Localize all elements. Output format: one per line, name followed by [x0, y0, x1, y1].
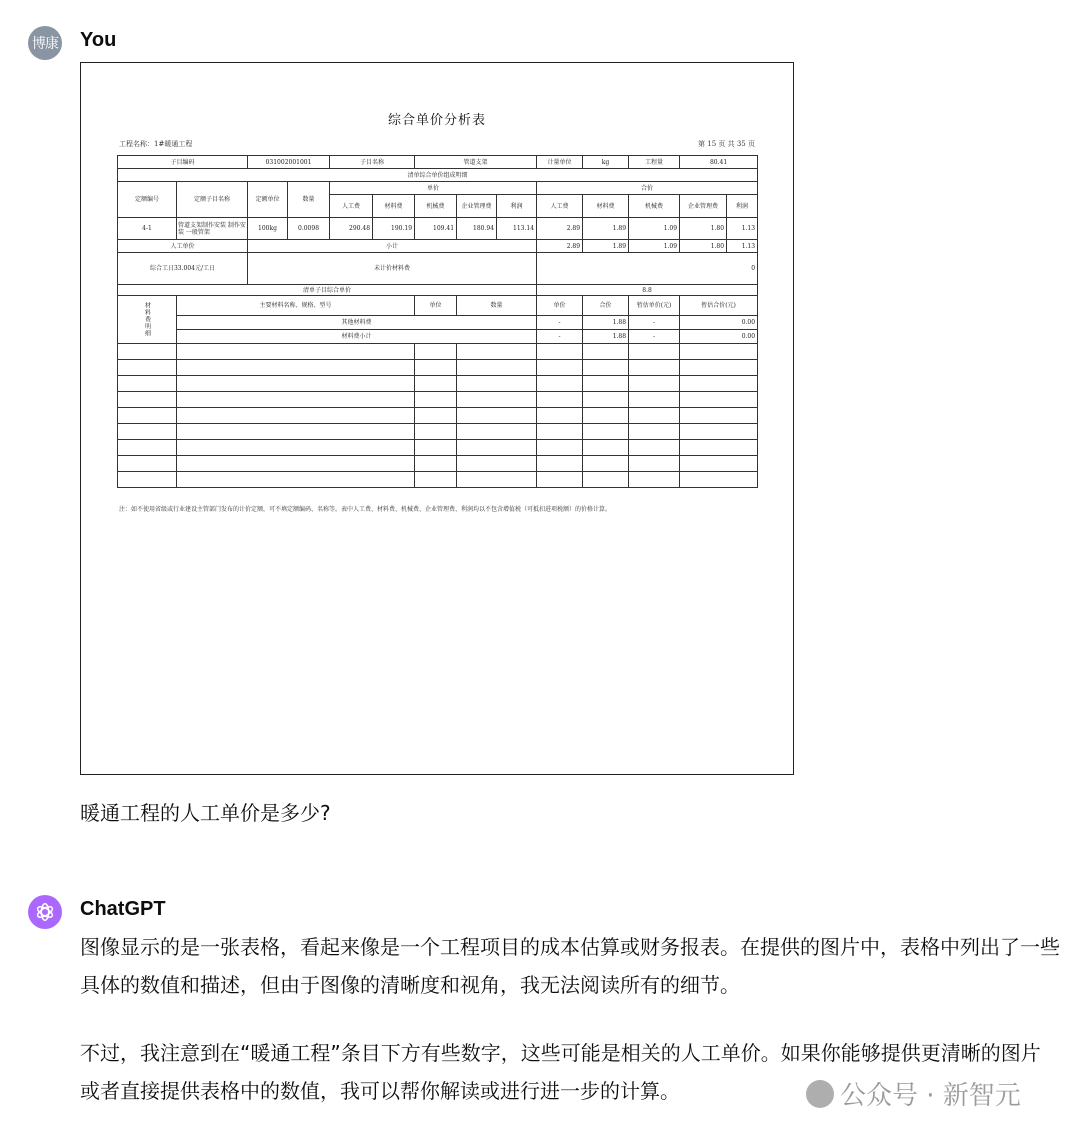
table-row: 材料费小计 - 1.88 - 0.00 — [118, 330, 758, 344]
table-row: 清单综合单价组成明细 — [118, 169, 758, 182]
table-row: 材料费明细 主要材料名称、规格、型号 单位 数量 单价 合价 暂估单价(元) 暂估合价(元) — [118, 296, 758, 316]
table-row: 4-1 管道支架制作安装 制作安装 一般管架 100kg 0.0098 290.48 190.19 109.41 180.94 113.14 2.89 1.89 1.09 1.80 1.13 — [118, 218, 758, 240]
table-row: 清单子目综合单价 8.8 — [118, 285, 758, 296]
page-number: 第 15 页 共 35 页 — [698, 140, 755, 148]
table-row: 其他材料费 - 1.88 - 0.00 — [118, 316, 758, 330]
assistant-paragraph: 图像显示的是一张表格，看起来像是一个工程项目的成本估算或财务报表。在提供的图片中，表格中列出了一些具体的数值和描述，但由于图像的清晰度和视角，我无法阅读所有的细节。 — [80, 935, 1060, 997]
table-row-empty — [118, 456, 758, 472]
watermark — [806, 1075, 1021, 1112]
table-row-empty — [118, 376, 758, 392]
user-question: 暖通工程的人工单价是多少? — [80, 801, 331, 825]
table-row: 人工费 材料费 机械费 企业管理费 利润 人工费 材料费 机械费 企业管理费 利润 — [118, 195, 758, 218]
table-row: 综合工日33.004元/工日 未计价材料费 0 — [118, 253, 758, 285]
uploaded-document-image[interactable] — [80, 62, 794, 775]
table-row: 定额编号 定额子目名称 定额单位 数量 单价 合价 — [118, 182, 758, 195]
table-row-empty — [118, 360, 758, 376]
chatgpt-logo-icon — [28, 895, 62, 929]
document-title: 综合单价分析表 — [387, 113, 486, 128]
cost-analysis-table — [117, 155, 758, 488]
document-note: 注：如不使用省级或行业建设主管部门发布的计价定额，可不填定额编码、名称等。表中人工费、材料费、机械费、企业管理费、利润均以不包含增值税（可抵扣进项税额）的价格计算。 — [119, 506, 612, 513]
assistant-name: ChatGPT — [80, 898, 166, 920]
table-row-empty — [118, 392, 758, 408]
table-row-empty — [118, 472, 758, 488]
project-name: 工程名称：1#暖通工程 — [119, 140, 193, 148]
user-name: You — [80, 29, 117, 51]
table-row-empty — [118, 424, 758, 440]
table-row: 子目编码 031002001001 子目名称 管道支架 计量单位 kg 工程量 80.41 — [118, 156, 758, 169]
table-row: 人工单价 小计 2.89 1.89 1.09 1.80 1.13 — [118, 240, 758, 253]
wechat-logo-icon — [806, 1080, 834, 1108]
assistant-paragraph: 不过，我注意到在“暖通工程”条目下方有些数字，这些可能是相关的人工单价。如果你能够提供更清晰的图片或者直接提供表格中的数值，我可以帮你解读或进行进一步的计算。 — [80, 1041, 1041, 1103]
watermark-text: 公众号 · 新智元 — [840, 1081, 1021, 1111]
table-row-empty — [118, 440, 758, 456]
table-row-empty — [118, 408, 758, 424]
table-row-empty — [118, 344, 758, 360]
user-avatar: 博康 — [28, 26, 62, 60]
